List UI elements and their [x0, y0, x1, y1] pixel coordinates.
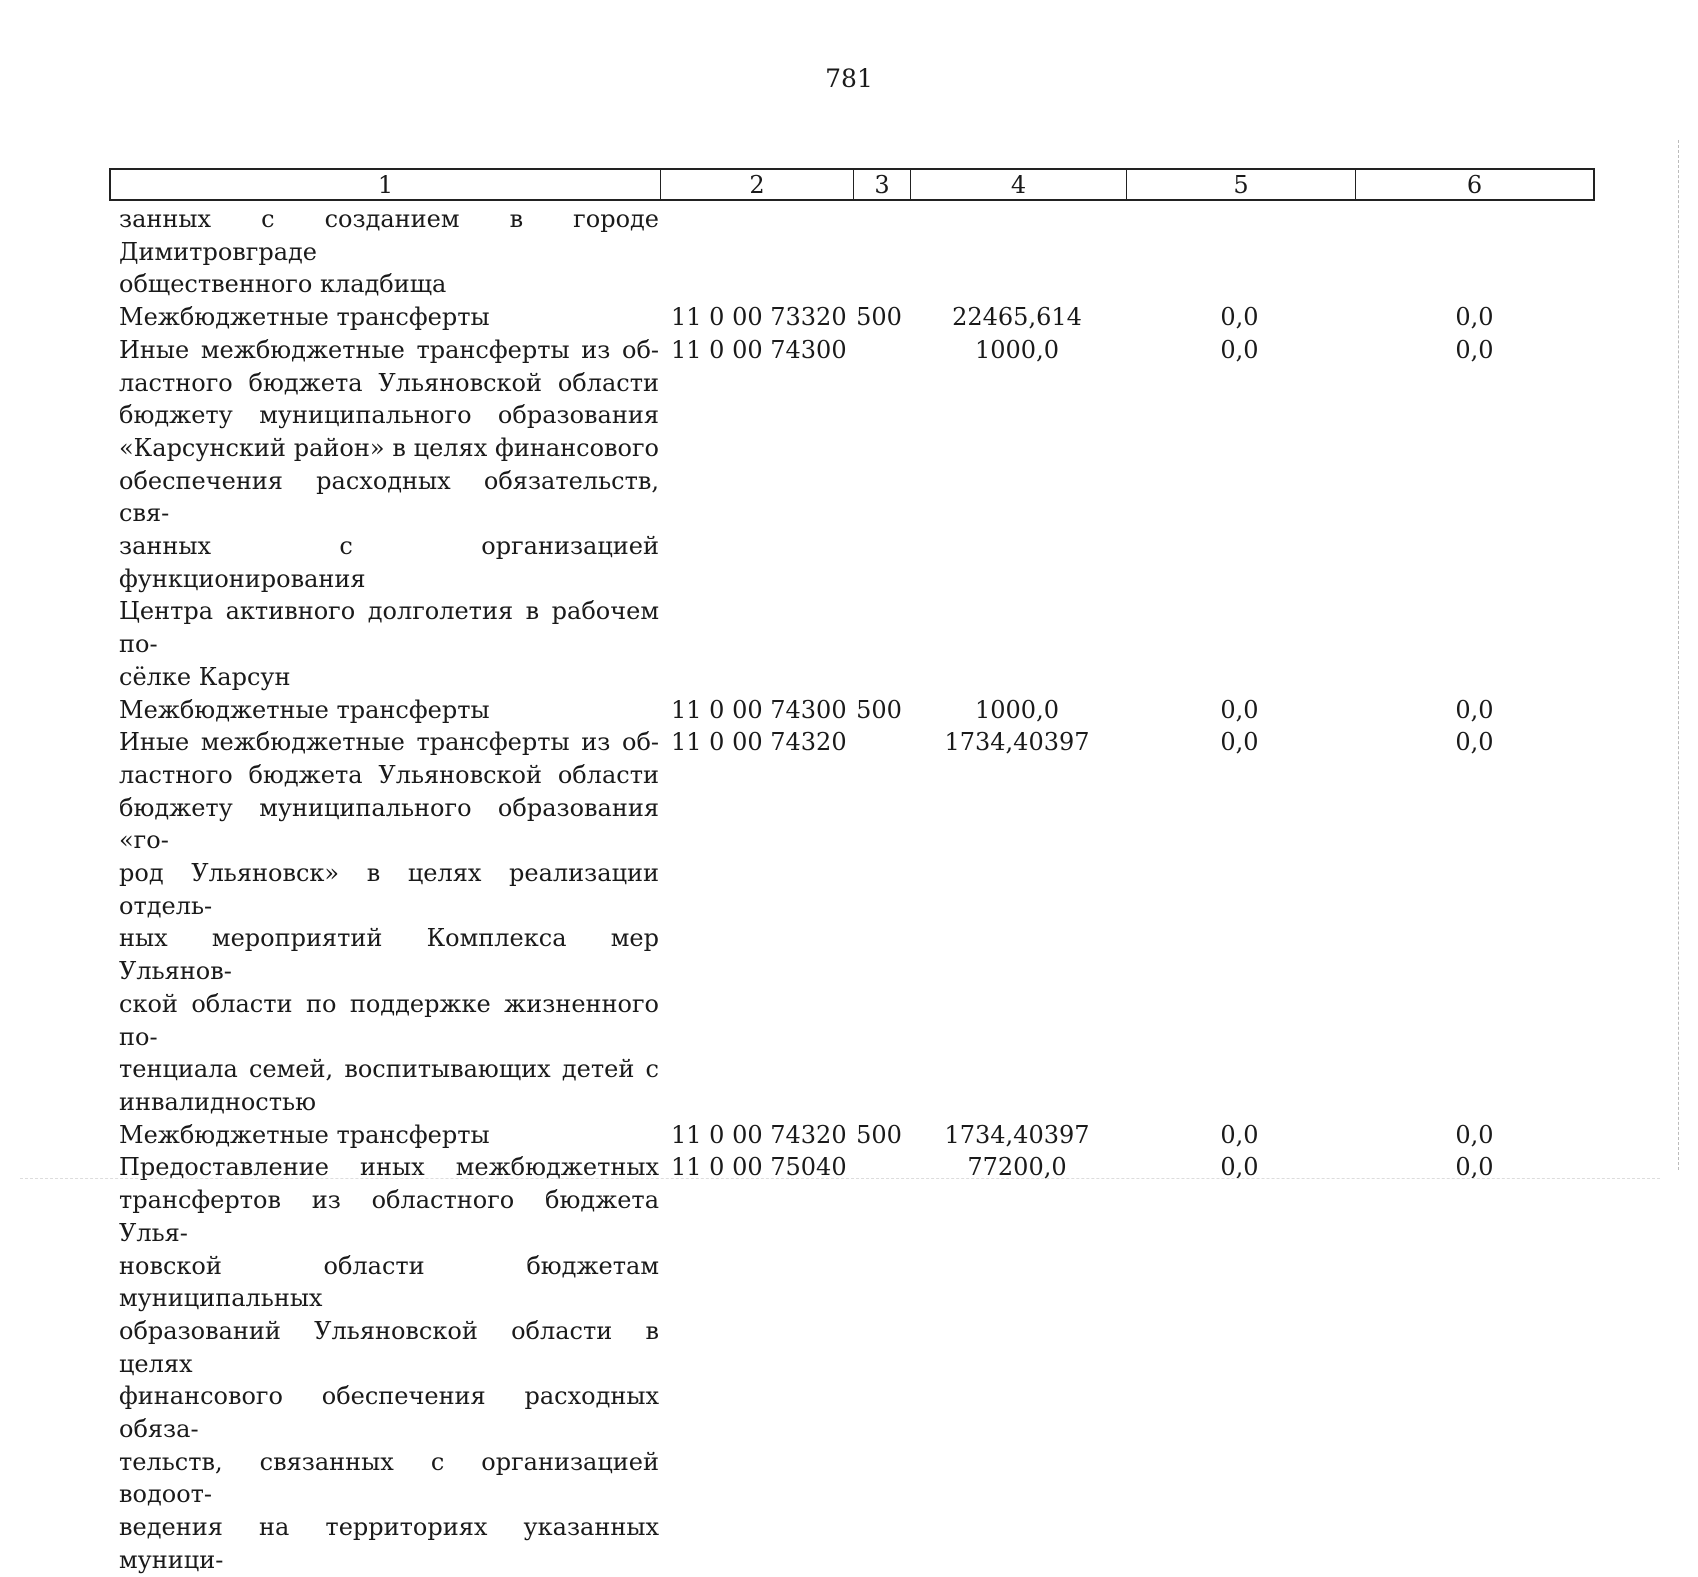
description-line: занных с созданием в городе Димитровграде — [119, 205, 659, 266]
budget-code — [659, 203, 849, 301]
description-line: Межбюджетные трансферты — [119, 1120, 490, 1149]
value-col5 — [1125, 203, 1354, 301]
value-col5: 0,0 — [1220, 695, 1259, 724]
expense-type — [849, 726, 909, 1118]
budget-code: 11 0 00 74300 — [671, 695, 847, 724]
value-col6: 0,0 — [1455, 1120, 1494, 1149]
table-row — [109, 1151, 1595, 1576]
page-number: 781 — [825, 64, 873, 93]
value-col6: 0,0 — [1455, 335, 1494, 364]
description-line: Предоставление иных межбюджетных — [119, 1153, 659, 1182]
expense-type: 500 — [856, 695, 902, 724]
description-line: финансового обеспечения расходных обяза- — [119, 1382, 659, 1444]
table-header — [109, 168, 1595, 201]
value-col4: 1734,40397 — [944, 728, 1090, 757]
row-description — [109, 726, 659, 1118]
description-line: ластного бюджета Ульяновской области — [119, 760, 659, 789]
table-row — [109, 301, 1595, 334]
expense-type — [849, 1151, 909, 1576]
table-body — [109, 203, 1595, 1577]
value-col6 — [1354, 203, 1595, 301]
table-row — [109, 203, 1595, 301]
description-line: «Карсунский район» в целях финансового — [119, 433, 659, 462]
description-line: общественного кладбища — [119, 270, 447, 299]
description-line: ведения на территориях указанных муници- — [119, 1513, 659, 1574]
value-col6: 0,0 — [1455, 1153, 1494, 1182]
budget-code: 11 0 00 74320 — [671, 728, 847, 757]
value-col5: 0,0 — [1220, 303, 1259, 332]
value-col6: 0,0 — [1455, 695, 1494, 724]
column-header-4: 4 — [911, 170, 1127, 199]
scan-bottom-mark — [20, 1178, 1660, 1180]
description-line: новской области бюджетам муниципальных — [119, 1251, 659, 1313]
value-col5: 0,0 — [1220, 728, 1259, 757]
description-line: инвалидностью — [119, 1087, 316, 1116]
table-row — [109, 1119, 1595, 1152]
column-header-1: 1 — [111, 170, 661, 199]
row-description — [109, 1119, 659, 1152]
budget-code: 11 0 00 73320 — [671, 303, 847, 332]
table-row — [109, 334, 1595, 694]
value-col4: 77200,0 — [967, 1153, 1067, 1182]
value-col4: 1734,40397 — [944, 1120, 1090, 1149]
value-col4 — [909, 203, 1125, 301]
row-description — [109, 1151, 659, 1576]
value-col6: 0,0 — [1455, 728, 1494, 757]
table-row — [109, 726, 1595, 1118]
column-header-5: 5 — [1127, 170, 1356, 199]
budget-code: 11 0 00 75040 — [671, 1153, 847, 1182]
description-line: образований Ульяновской области в целях — [119, 1316, 659, 1378]
budget-code: 11 0 00 74320 — [671, 1120, 847, 1149]
description-line: тенциала семей, воспитывающих детей с — [119, 1055, 659, 1084]
description-line: ской области по поддержке жизненного по- — [119, 989, 659, 1051]
value-col4: 1000,0 — [975, 335, 1059, 364]
description-line: род Ульяновск» в целях реализации отдель- — [119, 859, 659, 920]
description-line: бюджету муниципального образования «го- — [119, 793, 659, 855]
column-header-3: 3 — [854, 170, 911, 199]
description-line: ластного бюджета Ульяновской области — [119, 368, 659, 397]
value-col4: 1000,0 — [975, 695, 1059, 724]
budget-code: 11 0 00 74300 — [671, 335, 847, 364]
value-col5: 0,0 — [1220, 1153, 1259, 1182]
row-description — [109, 334, 659, 694]
table-row — [109, 694, 1595, 727]
description-line: трансфертов из областного бюджета Улья- — [119, 1186, 659, 1247]
row-description — [109, 694, 659, 727]
row-description — [109, 203, 659, 301]
description-line: Центра активного долголетия в рабочем по- — [119, 597, 659, 659]
description-line: Иные межбюджетные трансферты из об- — [119, 728, 659, 757]
expense-type — [849, 203, 909, 301]
description-line: сёлке Карсун — [119, 662, 291, 691]
description-line: занных с организацией функционирования — [119, 532, 659, 593]
description-line: бюджету муниципального образования — [119, 401, 659, 430]
value-col5: 0,0 — [1220, 1120, 1259, 1149]
column-header-6: 6 — [1466, 171, 1483, 199]
value-col4: 22465,614 — [952, 303, 1082, 332]
row-description — [109, 301, 659, 334]
description-line: Иные межбюджетные трансферты из об- — [119, 335, 659, 364]
expense-type — [849, 334, 909, 694]
description-line: Межбюджетные трансферты — [119, 303, 490, 332]
scan-edge-mark — [1678, 140, 1681, 1170]
value-col6: 0,0 — [1455, 303, 1494, 332]
description-line: обеспечения расходных обязательств, свя- — [119, 466, 659, 528]
column-header-2: 2 — [661, 170, 854, 199]
description-line: ных мероприятий Комплекса мер Ульянов- — [119, 924, 659, 986]
description-line: тельств, связанных с организацией водоот- — [119, 1447, 659, 1509]
value-col5: 0,0 — [1220, 335, 1259, 364]
expense-type: 500 — [856, 1120, 902, 1149]
description-line: Межбюджетные трансферты — [119, 695, 490, 724]
expense-type: 500 — [856, 303, 902, 332]
